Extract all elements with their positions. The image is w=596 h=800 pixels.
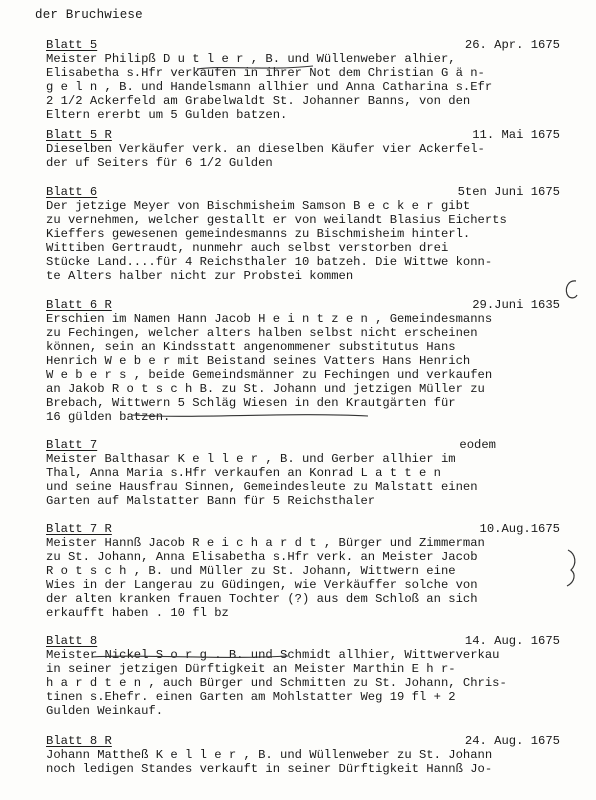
entry-date: 10.Aug.1675: [479, 522, 560, 536]
text-line: Garten auf Malstatter Bann für 5 Reichsthaler: [46, 494, 376, 508]
entry-header: [46, 634, 566, 648]
text-line: R o t s c h , B. und Müller zu St. Johann, Wittwern eine: [46, 564, 456, 578]
entry-blatt-6r: [46, 298, 566, 424]
entry-blatt-5: [46, 38, 566, 122]
text-line: tinen s.Ehefr. einen Garten am Mohlstatter Weg 19 fl + 2: [46, 690, 456, 704]
text-line: h a r d t e n , auch Bürger und Schmitten zu St. Johann, Chris-: [46, 676, 507, 690]
text-line: der uf Seiters für 6 1/2 Gulden: [46, 156, 273, 170]
text-line: noch ledigen Standes verkauft in seiner Dürftigkeit Hannß Jo-: [46, 762, 493, 776]
blatt-label: Blatt 5: [46, 38, 98, 52]
blatt-label: Blatt 6 R: [46, 298, 112, 312]
entry-header: [46, 298, 566, 312]
entry-date: 29.Juni 1635: [472, 298, 560, 312]
text-line: erkaufft haben . 10 fl bz: [46, 606, 229, 620]
page-header: der Bruchwiese: [35, 8, 143, 22]
blatt-label: Blatt 7: [46, 438, 98, 452]
text-line: an Jakob R o t s c h B. zu St. Johann und jetzigen Müller zu: [46, 382, 485, 396]
blatt-label: Blatt 8 R: [46, 734, 112, 748]
text-line: Eltern ererbt um 5 Gulden batzen.: [46, 108, 288, 122]
entry-date: 24. Aug. 1675: [464, 734, 560, 748]
text-line: Erschien im Namen Hann Jacob H e i n t z e n , Gemeindesmanns: [46, 312, 493, 326]
blatt-label: Blatt 7 R: [46, 522, 112, 536]
blatt-label: Blatt 8: [46, 634, 98, 648]
entry-header: [46, 38, 566, 52]
entry-header: [46, 438, 566, 452]
text-line: Dieselben Verkäufer verk. an dieselben Käufer vier Ackerfel-: [46, 142, 485, 156]
entry-blatt-7r: [46, 522, 566, 620]
text-line: zu St. Johann, Anna Elisabetha s.Hfr verk. an Meister Jacob: [46, 550, 478, 564]
entry-blatt-8r: [46, 734, 566, 776]
text-line: zu vernehmen, welcher gestallt er von weilandt Blasius Eicherts: [46, 213, 507, 227]
text-line: und seine Hausfrau Sinnen, Gemeindesleute zu Malstatt einen: [46, 480, 478, 494]
text-line: Stücke Land....für 4 Reichsthaler 10 batzeh. Die Wittwe konn-: [46, 255, 493, 269]
text-line: W e b e r s , beide Gemeindsmänner zu Fechingen und verkaufen: [46, 368, 493, 382]
text-line: Der jetzige Meyer von Bischmisheim Samson B e c k e r gibt: [46, 199, 471, 213]
entry-blatt-7: [46, 438, 566, 508]
blatt-label: Blatt 6: [46, 185, 98, 199]
text-line: zu Fechingen, welcher alters halben selbst nicht erscheinen: [46, 326, 478, 340]
entry-blatt-8: [46, 634, 566, 718]
entry-header: [46, 522, 566, 536]
text-line: Brebach, Wittwern 5 Schläg Wiesen in den Krautgärten für: [46, 396, 456, 410]
text-line: Meister Balthasar K e l l e r , B. und Gerber allhier im: [46, 452, 456, 466]
text-line: Wies in der Langerau zu Güdingen, wie Verkäuffer solche von: [46, 578, 478, 592]
text-line: 16 gülden batzen.: [46, 410, 171, 424]
text-line: g e l n , B. und Handelsmann allhier und Anna Catharina s.Efr: [46, 80, 493, 94]
entry-date: 5ten Juni 1675: [457, 185, 560, 199]
blatt-label: Blatt 5 R: [46, 128, 112, 142]
text-line: Meister Hannß Jacob R e i c h a r d t , Bürger und Zimmerman: [46, 536, 485, 550]
entry-header: [46, 185, 566, 199]
text-line: in seiner jetzigen Dürftigkeit an Meister Marthin E h r-: [46, 662, 456, 676]
entry-date: 14. Aug. 1675: [464, 634, 560, 648]
entry-blatt-6: [46, 185, 566, 283]
entry-date: 11. Mai 1675: [472, 128, 560, 142]
text-line: Gulden Weinkauf.: [46, 704, 164, 718]
text-line: können, sein an Kindsstatt angenommener substitutus Hans: [46, 340, 456, 354]
text-line: der alten kranken frauen Tochter (?) aus dem Schloß an sich: [46, 592, 478, 606]
text-line: te Alters halber nicht zur Probstei kommen: [46, 269, 354, 283]
text-line: 2 1/2 Ackerfeld am Grabelwaldt St. Johanner Banns, von den: [46, 94, 471, 108]
entry-blatt-5r: [46, 128, 566, 170]
text-line: Meister Philipß D u t l e r , B. und Wüllenweber alhier,: [46, 52, 456, 66]
text-line: Henrich W e b e r mit Beistand seines Vatters Hans Henrich: [46, 354, 471, 368]
text-line: Kieffers gewesenen gemeindesmanns zu Bischmisheim hinterl.: [46, 227, 471, 241]
entry-date: eodem: [459, 438, 496, 452]
text-line: Thal, Anna Maria s.Hfr verkaufen an Konrad L a t t e n: [46, 466, 441, 480]
entry-header: [46, 128, 566, 142]
text-line: Meister Nickel S o r g . B. und Schmidt allhier, Wittwerverkau: [46, 648, 500, 662]
entry-header: [46, 734, 566, 748]
text-line: Wittiben Gertraudt, nunmehr auch selbst verstorben drei: [46, 241, 449, 255]
text-line: Elisabetha s.Hfr verkaufen in ihrer Not dem Christian G ä n-: [46, 66, 485, 80]
text-line: Johann Mattheß K e l l e r , B. und Wüllenweber zu St. Johann: [46, 748, 493, 762]
entry-date: 26. Apr. 1675: [464, 38, 560, 52]
